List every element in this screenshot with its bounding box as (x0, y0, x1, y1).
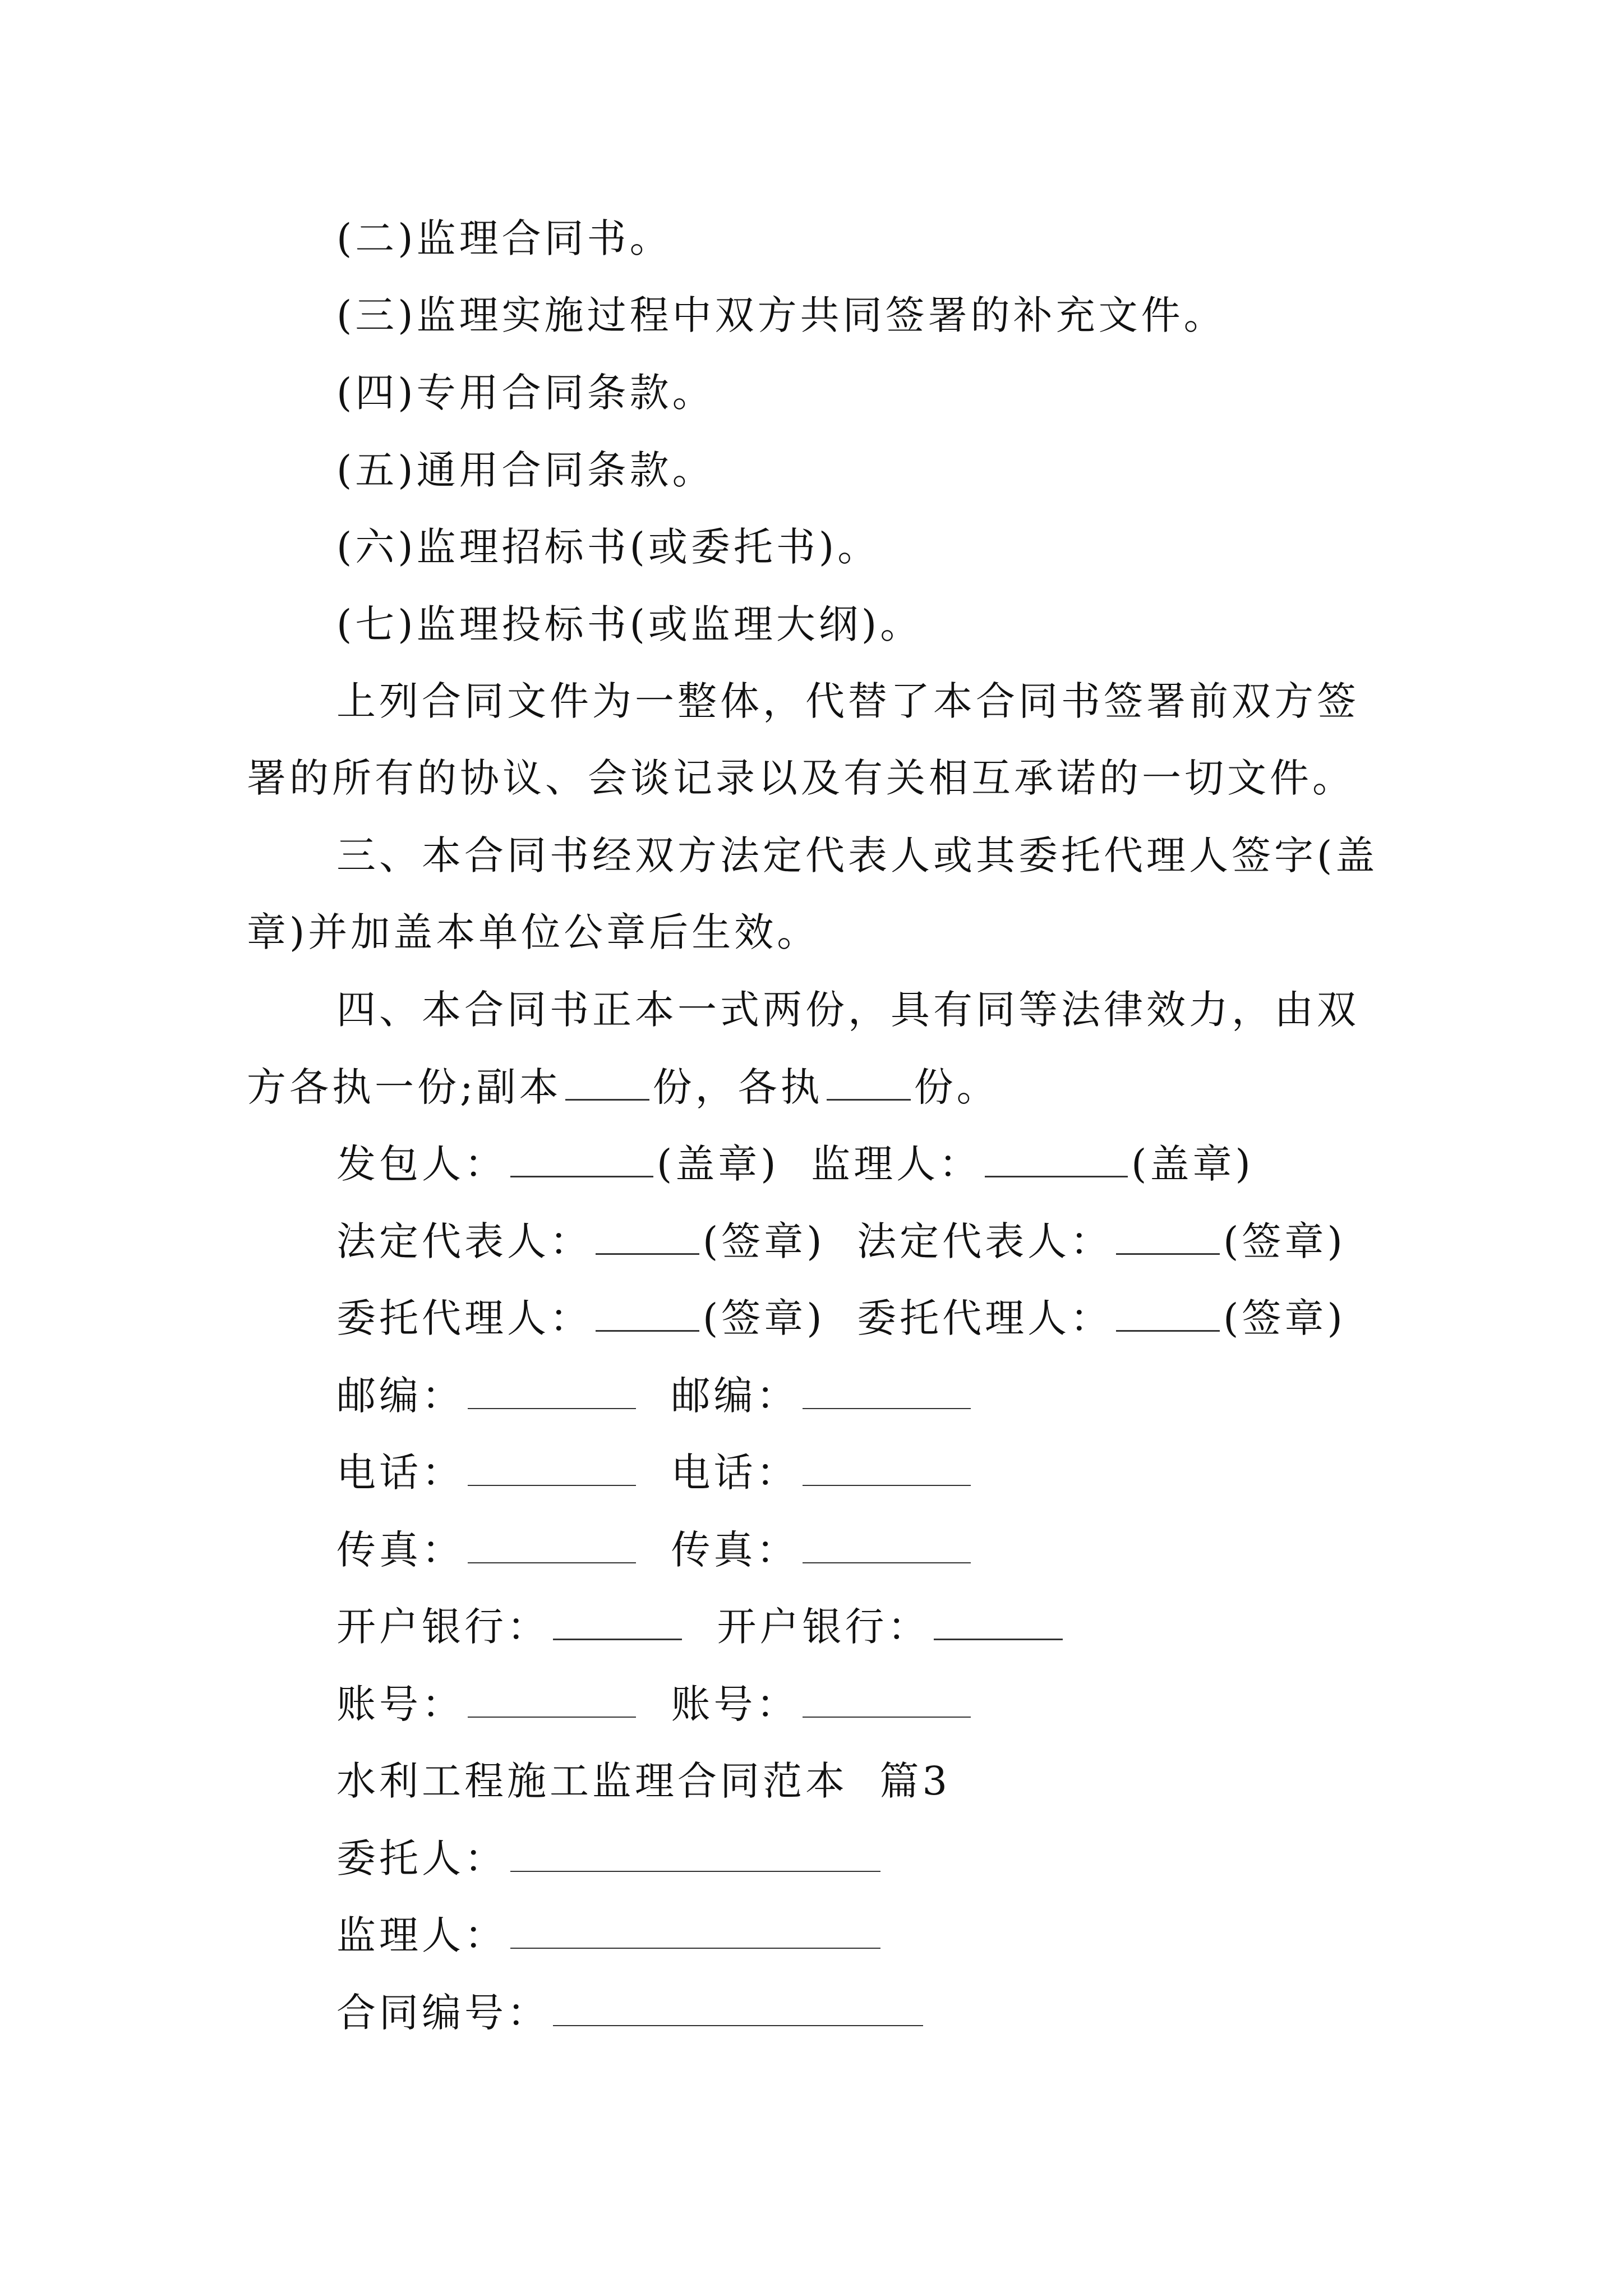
paragraph-line: 三、本合同书经双方法定代表人或其委托代理人签字(盖 (336, 832, 1378, 878)
employer-field[interactable] (510, 1139, 653, 1177)
postcode-field[interactable] (803, 1371, 971, 1409)
signature-row: 账号： 账号： (336, 1679, 974, 1729)
phone-field[interactable] (803, 1448, 971, 1486)
signature-row: 邮编： 邮编： (336, 1370, 974, 1421)
supervisor-field[interactable] (510, 1911, 880, 1949)
contract-number-field[interactable] (553, 1988, 923, 2026)
copies-blank[interactable] (565, 1062, 649, 1101)
fax-field[interactable] (468, 1525, 636, 1563)
paragraph-line: 方各执一份;副本 份，各执 份。 (247, 1062, 999, 1112)
bank-field[interactable] (553, 1602, 682, 1640)
signature-row: 法定代表人： (签章) 法定代表人： (签章) (336, 1216, 1346, 1267)
agent-field[interactable] (596, 1293, 699, 1332)
form-row: 委托人： (336, 1833, 884, 1884)
paragraph-line: 上列合同文件为一整体，代替了本合同书签署前双方签 (336, 678, 1359, 724)
paragraph-line: 四、本合同书正本一式两份，具有同等法律效力，由双 (336, 987, 1359, 1033)
bank-field[interactable] (934, 1602, 1063, 1640)
signature-row: 开户银行： 开户银行： (336, 1602, 1066, 1652)
paragraph-line: 章)并加盖本单位公章后生效。 (247, 909, 820, 955)
signature-row: 发包人： (盖章) 监理人： (盖章) (336, 1139, 1254, 1189)
client-field[interactable] (510, 1834, 880, 1872)
fax-field[interactable] (803, 1525, 971, 1563)
postcode-field[interactable] (468, 1371, 636, 1409)
form-row: 合同编号： (336, 1987, 926, 2038)
legal-rep-field[interactable] (1116, 1216, 1220, 1255)
phone-field[interactable] (468, 1448, 636, 1486)
list-item: (二)监理合同书。 (336, 215, 672, 261)
form-row: 监理人： (336, 1910, 884, 1961)
list-item: (三)监理实施过程中双方共同签署的补充文件。 (336, 292, 1227, 338)
list-item: (六)监理招标书(或委托书)。 (336, 524, 880, 570)
list-item: (四)专用合同条款。 (336, 370, 715, 416)
list-item: (五)通用合同条款。 (336, 447, 715, 493)
signature-row: 委托代理人： (签章) 委托代理人： (签章) (336, 1293, 1346, 1343)
list-item: (七)监理投标书(或监理大纲)。 (336, 601, 923, 647)
agent-field[interactable] (1116, 1293, 1220, 1332)
account-field[interactable] (803, 1680, 971, 1718)
paragraph-line: 署的所有的协议、会谈记录以及有关相互承诺的一切文件。 (247, 755, 1355, 801)
section-title: 水利工程施工监理合同范本 篇3 (336, 1758, 951, 1804)
signature-row: 电话： 电话： (336, 1447, 974, 1498)
legal-rep-field[interactable] (596, 1216, 699, 1255)
copies-each-blank[interactable] (827, 1062, 911, 1101)
signature-row: 传真： 传真： (336, 1525, 974, 1575)
account-field[interactable] (468, 1680, 636, 1718)
supervisor-field[interactable] (985, 1139, 1128, 1177)
